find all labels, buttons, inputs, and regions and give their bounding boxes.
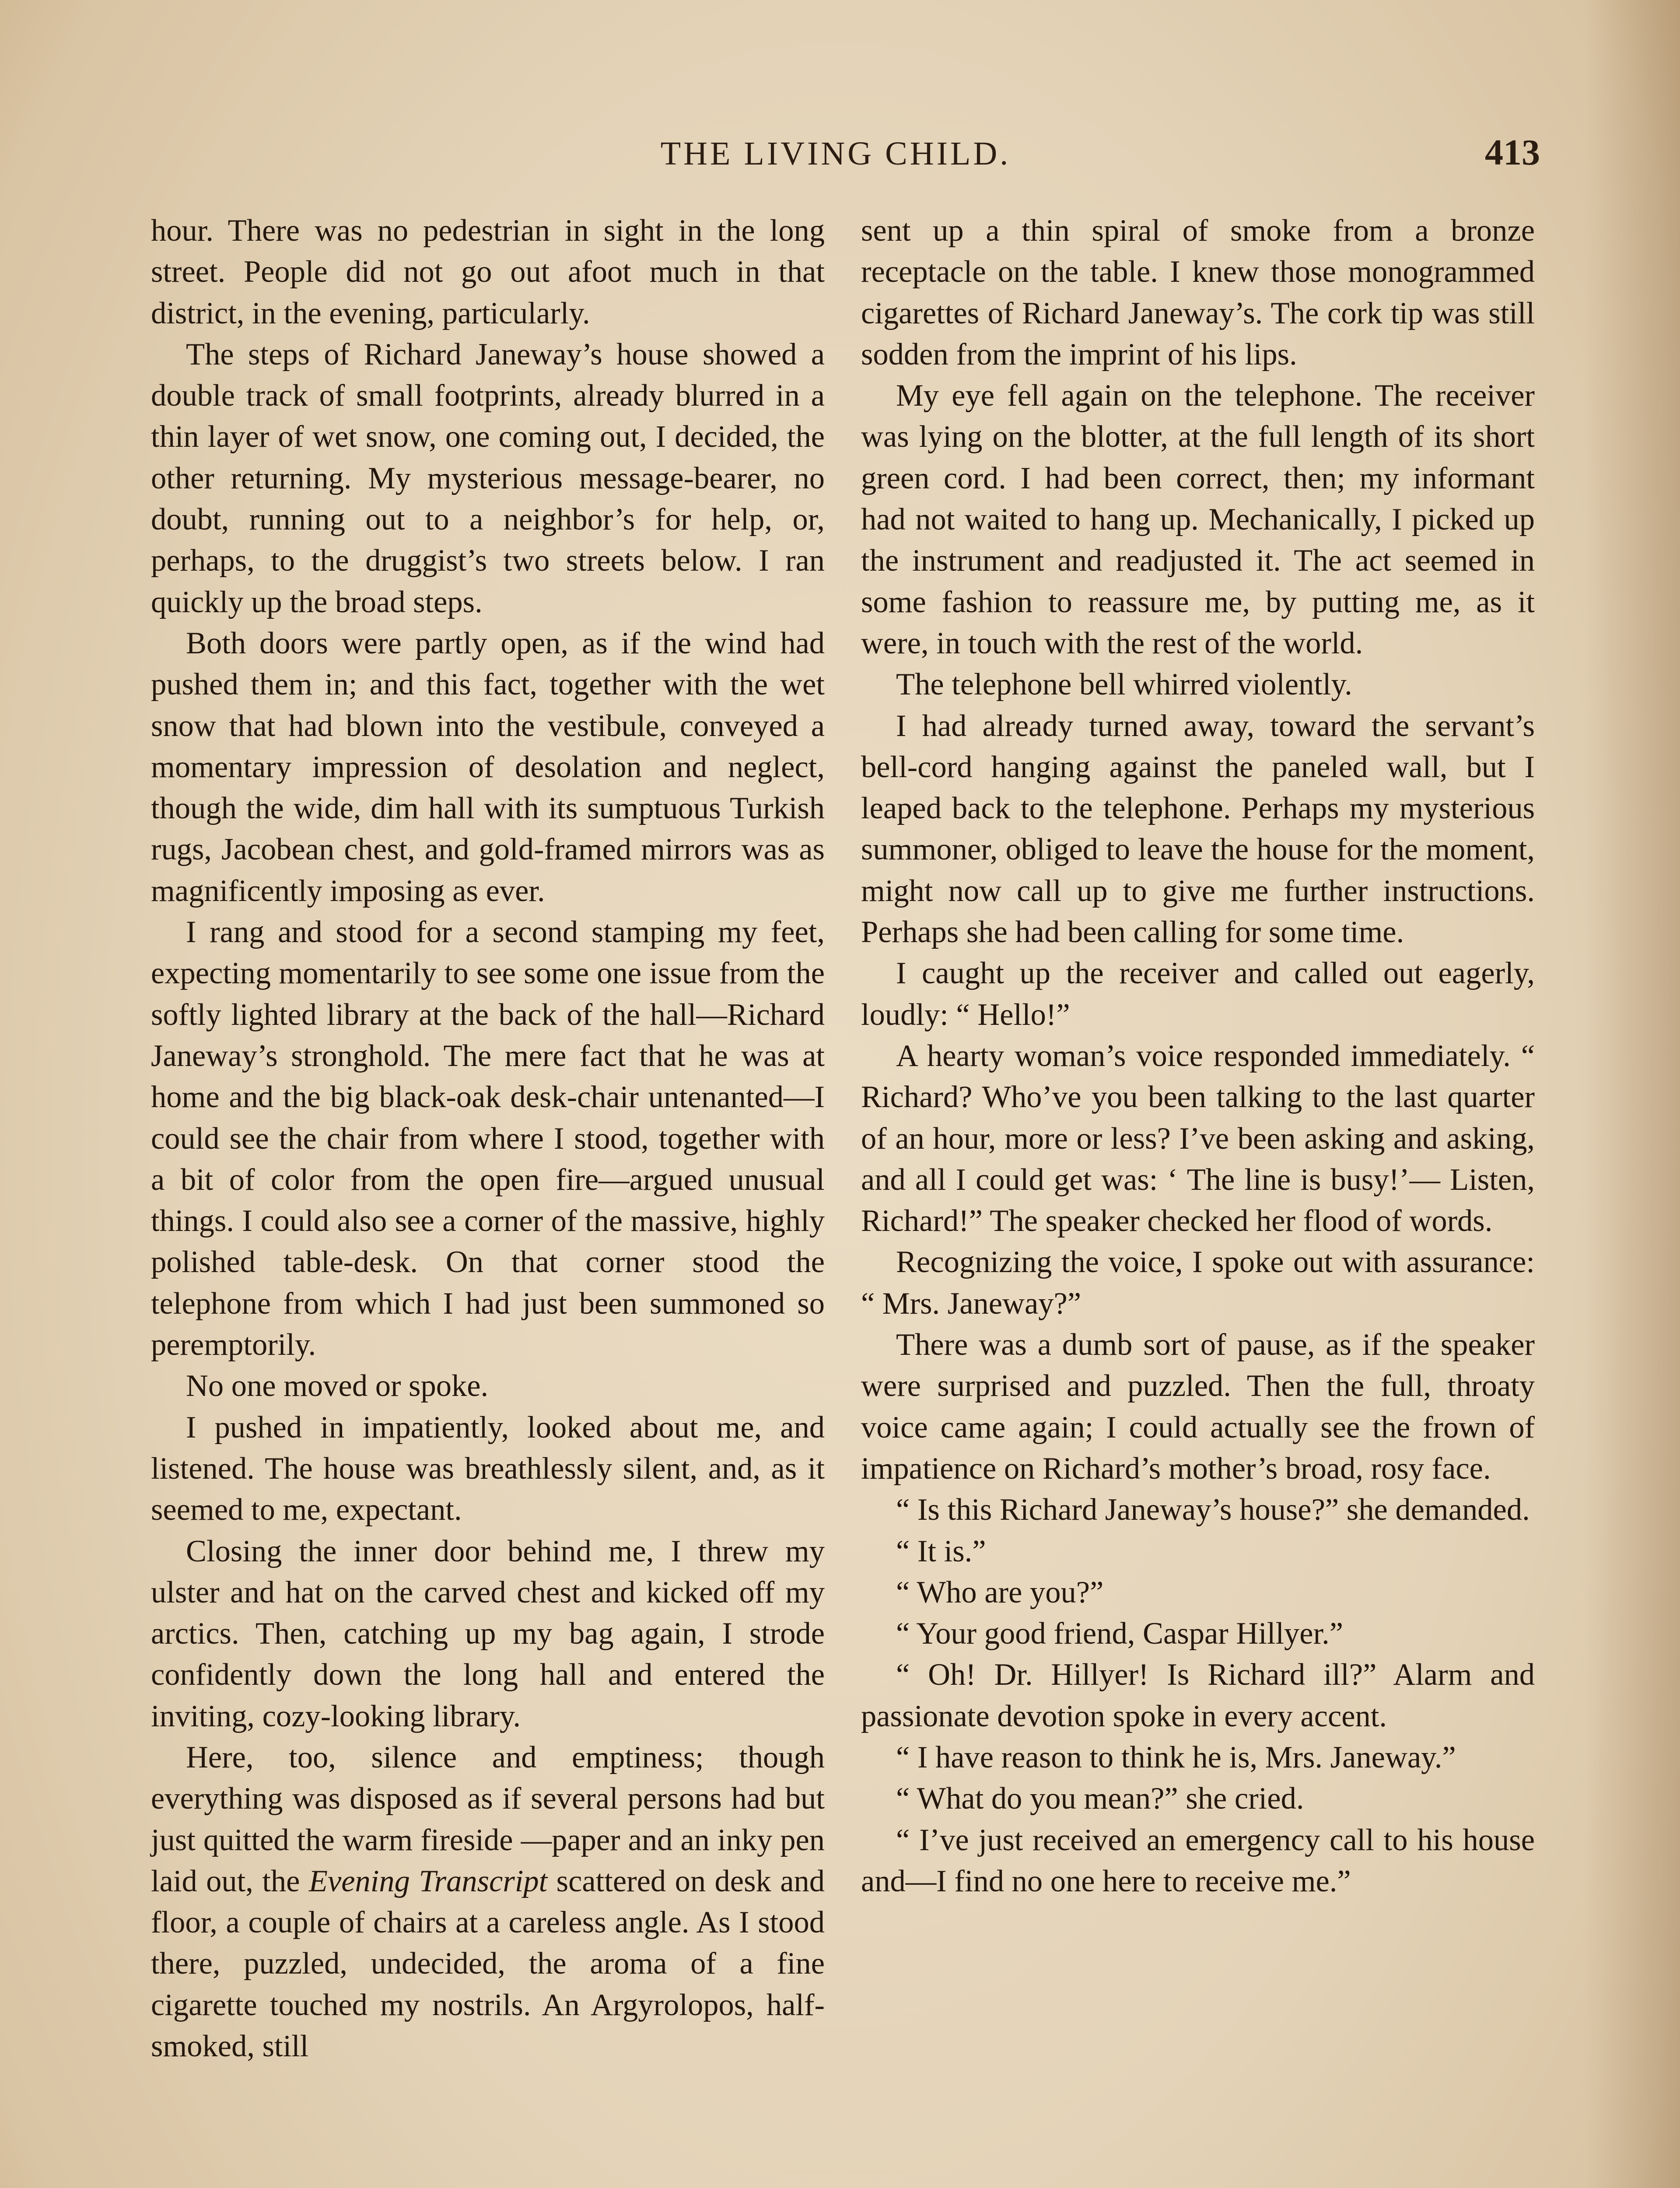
newspaper-title: Evening Transcript xyxy=(308,1864,548,1898)
paragraph: I pushed in impatiently, looked about me, and listened. The house was breathlessly silent, and, as it seemed to me, expectant. xyxy=(151,1410,825,1527)
paragraph: The telephone bell whirred violently. xyxy=(896,667,1352,702)
paragraph: I caught up the receiver and called out eagerly, loudly: “ Hello!” xyxy=(861,956,1535,1032)
paragraph: “ What do you mean?” she cried. xyxy=(896,1781,1304,1816)
paragraph: A hearty woman’s voice responded immediately. “ Richard? Who’ve you been talking to the last quarter of an hour, more or less? I’ve been asking and asking, and all I could get was: ‘ The line is busy!’— Listen, Richard!” The speaker checked her flood of words. xyxy=(861,1038,1535,1238)
paragraph xyxy=(151,1737,825,2067)
running-title: THE LIVING CHILD. xyxy=(660,135,1011,172)
paragraph: My eye fell again on the telephone. The receiver was lying on the blotter, at the full length of its short green cord. I had been correct, then; my informant had not waited to hang up. Mechanically, I picked up the instrument and readjusted it. The act seemed in some fashion to reassure me, by putting me, as it were, in touch with the rest of the world. xyxy=(861,379,1535,660)
page-header xyxy=(131,131,1540,179)
paragraph-text: scattered on desk and floor, a couple of chairs at a careless angle. As I stood there, puzzled, undecided, the aroma of a fine cigarette touched my nostrils. An Argyrolopos, half-smoked, still xyxy=(151,1864,825,2064)
paragraph: I had already turned away, toward the servant’s bell-cord hanging against the paneled wall, but I leaped back to the telephone. Perhaps my mysterious summoner, obliged to leave the house for the moment, might now call up to give me further instructions. Perhaps she had been calling for some time. xyxy=(861,708,1535,950)
paragraph: “ I’ve just received an emergency call to his house and—I find no one here to receive me.” xyxy=(861,1823,1535,1898)
paragraph: “ It is.” xyxy=(896,1534,986,1568)
left-column xyxy=(151,210,825,2067)
paragraph: “ I have reason to think he is, Mrs. Janeway.” xyxy=(896,1740,1456,1774)
paragraph: “ Who are you?” xyxy=(896,1575,1104,1609)
paragraph: hour. There was no pedestrian in sight in the long street. People did not go out afoot much in that district, in the evening, particularly. xyxy=(151,214,825,330)
paragraph: sent up a thin spiral of smoke from a bronze receptacle on the table. I knew those monogrammed cigarettes of Richard Janeway’s. The cork tip was still sodden from the imprint of his lips. xyxy=(861,214,1535,372)
paragraph: I rang and stood for a second stamping my feet, expecting momentarily to see some one issue from the softly lighted library at the back of the hall—Richard Janeway’s stronghold. The mere fact that he was at home and the big black-oak desk-chair untenanted—I could see the chair from where I stood, together with a bit of color from the open fire—argued unusual things. I could also see a corner of the massive, highly polished table-desk. On that corner stood the telephone from which I had just been summoned so peremptorily. xyxy=(151,915,825,1362)
paragraph: “ Is this Richard Janeway’s house?” she demanded. xyxy=(896,1493,1530,1527)
paragraph: The steps of Richard Janeway’s house showed a double track of small footprints, already blurred in a thin layer of wet snow, one coming out, I decided, the other returning. My mysterious message-bearer, no doubt, running out to a neighbor’s for help, or, perhaps, to the druggist’s two streets below. I ran quickly up the broad steps. xyxy=(151,337,825,619)
paragraph: “ Your good friend, Caspar Hillyer.” xyxy=(896,1616,1344,1651)
paragraph: Recognizing the voice, I spoke out with assurance: “ Mrs. Janeway?” xyxy=(861,1245,1535,1321)
right-column xyxy=(861,210,1535,1902)
paragraph: Closing the inner door behind me, I threw my ulster and hat on the carved chest and kicked off my arctics. Then, catching up my bag again, I strode confidently down the long hall and entered the inviting, cozy-looking library. xyxy=(151,1534,825,1733)
paragraph: “ Oh! Dr. Hillyer! Is Richard ill?” Alarm and passionate devotion spoke in every accent. xyxy=(861,1658,1535,1733)
paragraph: There was a dumb sort of pause, as if the speaker were surprised and puzzled. Then the full, throaty voice came again; I could actually see the frown of impatience on Richard’s mother’s broad, rosy face. xyxy=(861,1328,1535,1486)
paragraph-text: Here, too, silence and emptiness; though everything was disposed as if several persons had but just quitted the warm fireside —paper and an inky pen laid out, the xyxy=(151,1740,825,1898)
paragraph: No one moved or spoke. xyxy=(186,1369,489,1403)
paragraph: Both doors were partly open, as if the wind had pushed them in; and this fact, together with the wet snow that had blown into the vestibule, conveyed a momentary impression of desolation and neglect, though the wide, dim hall with its sumptuous Turkish rugs, Jacobean chest, and gold-framed mirrors was as magnificently imposing as ever. xyxy=(151,626,825,908)
page-number: 413 xyxy=(1485,132,1540,173)
